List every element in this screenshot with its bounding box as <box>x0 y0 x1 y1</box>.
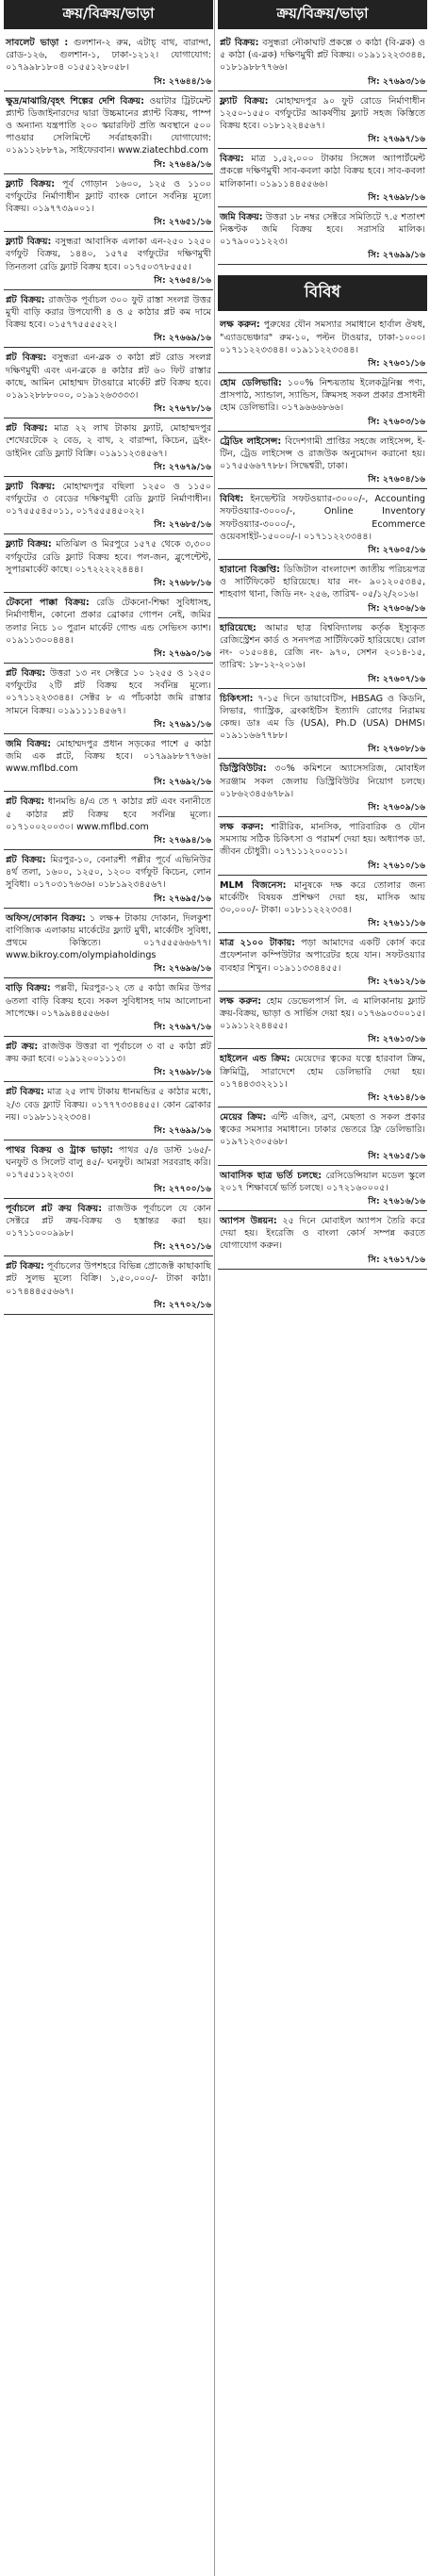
ad-text: পাথর ৫/৪ ডাস্ট ১৬৫/- ঘনফুট ও সিলেট বালু ৪৫/- ঘনফুট। আমরা সরবরাহ করি। ০১৭৫৫১১২২৩৩। <box>6 1144 211 1181</box>
ad-reference-code: সি: ২৭৬৫৪/১৬ <box>154 274 211 286</box>
classified-ad <box>4 851 213 909</box>
ad-reference-code: সি: ২৭৬০৯/১৬ <box>368 801 425 812</box>
classified-ad <box>4 349 213 418</box>
ad-reference-code: সি: ২৭৬৭৮/১৬ <box>154 403 211 415</box>
ad-separator <box>218 431 427 432</box>
ad-separator <box>4 533 213 534</box>
ad-separator <box>4 1036 213 1037</box>
right-ads-list <box>218 34 427 265</box>
ad-body <box>4 175 213 216</box>
ad-body <box>4 1083 213 1124</box>
ad-reference-code: সি: ২৭৬৯২/১৬ <box>154 777 211 788</box>
ad-heading: পূর্বাচলে প্লট ক্রয় বিক্রয়: <box>6 1203 103 1214</box>
ad-text: ১ লক্ষ+ টাকায় দোকান, দিলকুশা বাণিজ্যিক এলাকায় মার্কেটের ফ্ল্যাট মুখী, মার্কেটিং সুবিধা, প্রথমে কিস্তিতে। ০১৭৫৫৫৬৬৬৭৭। www.bikroy.com/olympiaholdings <box>6 912 211 961</box>
classified-ad <box>4 735 213 793</box>
ad-reference-code: সি: ২৭৬৯৮/১৬ <box>154 1067 211 1078</box>
ad-reference-code: সি: ২৭৬০৮/১৬ <box>368 744 425 755</box>
ad-heading: ট্রেডিং লাইসেন্স: <box>220 435 282 447</box>
ad-separator <box>4 231 213 232</box>
ad-heading: প্লট বিক্রয়: <box>220 38 259 48</box>
ad-reference-code: সি: ২৭৬৯৮/১৬ <box>368 191 425 203</box>
ad-body <box>4 979 213 1020</box>
ad-body <box>218 490 427 543</box>
ad-body <box>218 316 427 356</box>
ad-reference-code: সি: ২৭৬৯৭/১৬ <box>154 1021 211 1032</box>
classified-ad <box>4 175 213 233</box>
ad-heading: প্লট বিক্রয়: <box>6 294 45 305</box>
ad-separator <box>218 372 427 373</box>
ad-heading: লক্ষ করুন: <box>220 995 262 1007</box>
classified-ad <box>218 1050 427 1108</box>
ad-body <box>218 1212 427 1253</box>
ad-text: ৩০% কমিশনে অ্যাসেসরিজ, মোবাইল সরঞ্জাম সকল জেলায় ডিস্ট্রিবিউটর নিয়োগ চলছে। ০১৮৬২৩৪৫৬৭৮৯। <box>220 763 425 799</box>
ad-reference-code: সি: ২৭৬১৭/১৬ <box>368 1254 425 1265</box>
ad-text: মোহাম্মদপুর ৯০ ফুট রোডে নির্মাণাধীন ১২৫০-১৫৫০ বর্গফুটের আকর্ষণীয় ফ্ল্যাট সহজ কিস্তিতে বিক্রয় হবে। ০১৮১২২৪৫৬৭। <box>220 95 425 132</box>
classified-ad <box>4 594 213 664</box>
classified-ad <box>218 374 427 432</box>
ad-reference-code: সি: ২৭৬৪৪/১৬ <box>154 75 211 87</box>
ad-reference-code: সি: ২৭৬৫১/১৬ <box>154 217 211 228</box>
misc-ads-list <box>218 316 427 1269</box>
ad-text: আমার ছাত্র বিশ্ববিদ্যালয় কর্তৃক ইস্যুকৃত রেজিস্ট্রেশন কার্ড ও সনদপত্র সার্টিফিকেট হারিয়েছে। রোল নং- ০১৫০৪৪, রেজি নং- ৯৭০, সেশন ২০১৪-১৫, তারিখ: ১৮-১২-২০১৬। <box>220 622 425 671</box>
misc-section-header: বিবিধ <box>218 275 427 311</box>
ad-text: ১০০% নিশ্চয়তায় ইলেকট্রনিক্স পণ্য, প্রাসপাঠ, স্যান্ডাল, স্যান্ডিস, ক্রিমসহ সকল প্রকার প্রসাধনী হোম ডেলিভারি। ০১৭৯৬৬৬৮৬৬। <box>220 378 425 414</box>
ad-body <box>218 818 427 859</box>
ad-body <box>4 349 213 402</box>
ad-text: গুলশান-২ রুম, এটাচ্ বাথ, বারান্দা, রোড-১২৬, গুলশান-১, ঢাকা-১২১২। যোগাযোগ: ০১৭৯৯৮১৮০৪ ০১৫৫১২৮০৫৮। <box>6 38 211 74</box>
ad-body <box>218 208 427 249</box>
ad-text: মানুষকে দক্ষ করে তোলার জন্য মার্কেটিং বিষয়ক প্রশিক্ষণ দেয়া হয়, মাসিক আয় ৩০,০০০/- টাকা। ০১৮১১২২২৩৩৪। <box>220 879 425 915</box>
ad-separator <box>4 592 213 593</box>
classified-ad <box>218 561 427 618</box>
ad-reference-code: সি: ২৭৬০৬/১৬ <box>368 602 425 614</box>
ad-heading: অ্যাপস উন্নয়ন: <box>220 1215 277 1226</box>
ad-text: রেসিডেন্সিয়াল মডেল স্কুলে ২০১৭ শিক্ষাবর্ষে ভর্তি চলছে। ০১৭২১৬০০০৫। <box>220 1170 425 1193</box>
ad-separator <box>218 264 427 265</box>
ad-text: ৭-১৫ দিনে ডায়াবেটিস, HBSAG ও কিডনি, লিভার, গ্যাস্ট্রিক, ব্রংকাইটিস ইত্যাদি রোগের নিরাময় কেন্দ্র। ডাঃ এম ডি (USA), Ph.D (USA) DHMS। ০১৯১১৬৬৭৭৮৮। <box>220 693 425 742</box>
classified-ad <box>218 934 427 992</box>
ad-body <box>218 993 427 1033</box>
ad-heading: ডিস্ট্রিবিউটর: <box>220 763 267 775</box>
ad-text: এন্টি এজিং, ব্রণ, মেছতা ও সকল প্রকার ত্বকের সমস্যার সমাধানে। ঢাকার ভেতরে ফ্রি ডেলিভারি। ০১৯৭১২৩০৫৬৮। <box>220 1111 425 1148</box>
ad-heading: ফ্ল্যাট বিক্রয়: <box>6 481 56 492</box>
ad-separator <box>218 758 427 759</box>
ad-heading: সাবলেট ভাড়া : <box>6 38 69 48</box>
right-column <box>218 0 427 1271</box>
ad-heading: প্লট বিক্রয়: <box>6 423 48 435</box>
ad-text: মেয়েদের ত্বকের যত্নে হারবাল ক্রিম, ক্রিমিট্রি, সারাদেশে হোম ডেলিভারি দেয়া হয়। ০১৭৪৪৩৩২২১১। <box>220 1054 425 1090</box>
ad-heading: ফ্ল্যাট বিক্রয়: <box>6 237 52 248</box>
ad-heading: মাত্র ২১০০ টাকায়: <box>220 938 295 949</box>
ad-reference-code: সি: ২৭৬০১/১৬ <box>368 358 425 369</box>
ad-separator <box>4 977 213 978</box>
ad-body <box>4 910 213 962</box>
ad-separator <box>4 908 213 909</box>
ad-separator <box>218 617 427 618</box>
ad-text: বসুন্ধরা নৌকাঘাট প্রকল্পে ৩ কাঠা (বি-ব্লক) ও ৫ কাঠা (এ-ব্লক) দক্ষিণমুখী প্লট বিক্রয়। ০১৯১১২২৩৩৪৪, ০১৮১৯৮৮৭৭৬৬। <box>220 38 425 74</box>
ad-heading: ফ্ল্যাট বিক্রয়: <box>220 95 269 107</box>
ad-reference-code: সি: ২৭৬৯৫/১৬ <box>154 893 211 904</box>
ad-text: শারীরিক, মানসিক, পারিবারিক ও যৌন সমস্যায় সঠিক চিকিৎসা ও পরামর্শ দেয়া হয়। অধ্যাপক ডা. জীবন চৌধুরী। ০১৭১১১২০০০১১। <box>220 821 426 858</box>
ad-reference-code: সি: ২৭৬০৭/১৬ <box>368 673 425 684</box>
ad-text: পুরুষের যৌন সমস্যার সমাধানে হার্বাল ঔষধ, "এ্যাডভেঞ্চার" রুম-১০, পল্টন টাওয়ার, ঢাকা-১০০০। ০১৭১১২২৩৩৪৪। ০১৯১১২২৩৩৪৪। <box>220 320 425 355</box>
ad-heading: ক্ষুদ্র/মাঝারি/বৃহৎ শিল্পের দেশি বিক্রয়: <box>6 95 145 107</box>
ad-heading: প্লট বিক্রয়: <box>6 667 46 679</box>
ad-text: মতিঝিল ও মিরপুরে ১৫৭৫ থেকে ৩,৩০০ বর্গফুটের রেডি ফ্ল্যাট বিক্রয় হবে। পল-জন, ব্লুপেন্টেন্ট, সুপারমার্কেট কাছে। ০১৭২২২২২৪৪৪। <box>6 539 211 575</box>
ad-separator <box>4 791 213 792</box>
ad-heading: পাথর বিক্রয় ও ট্রাক ভাড়া: <box>6 1144 114 1156</box>
ad-heading: প্লট বিক্রয়: <box>6 854 46 865</box>
ad-heading: হারিয়েছে: <box>220 622 256 633</box>
ad-heading: প্লট বিক্রয়: <box>6 1087 44 1098</box>
ad-body <box>4 793 213 833</box>
ad-text: মাত্র ২২ লাখ টাকায় ফ্ল্যাট, মোহাম্মদপুর শেখেরটেকে ২ বেড, ২ বাথ, ২ বারান্দা, কিচেন, ড্রইং-ডাইনিং রেডি ফ্ল্যাট বিক্রি। ০১৯১১২৩৪৫৬৭। <box>6 423 212 459</box>
ad-body <box>218 374 427 415</box>
classified-ad <box>218 619 427 689</box>
left-section-header: ক্রয়/বিক্রয়/ভাড়া <box>4 0 213 29</box>
classified-ad <box>4 1141 213 1199</box>
ad-reference-code: সি: ২৭৬৭৯/১৬ <box>154 461 211 472</box>
ad-reference-code: সি: ২৭৬১২/১৬ <box>368 976 425 987</box>
ad-heading: লক্ষ করুন: <box>220 320 260 331</box>
ad-body <box>4 92 213 157</box>
ad-reference-code: সি: ২৭৬১৩/১৬ <box>368 1034 425 1045</box>
ad-separator <box>218 559 427 560</box>
ad-heading: চিকিৎসা: <box>220 693 254 704</box>
ad-reference-code: সি: ২৭৬৯৪/১৬ <box>154 834 211 845</box>
ad-heading: বাড়ি বিক্রয়: <box>6 983 51 994</box>
ad-heading: হোম ডেলিভারি: <box>220 378 282 389</box>
ad-body <box>218 1167 427 1194</box>
classified-ad <box>4 1083 213 1140</box>
ad-heading: অফিস/দোকান বিক্রয়: <box>6 912 86 924</box>
ad-body <box>4 478 213 518</box>
ad-text: মাত্র ১,৫২,০০০ টাকায় সিঙ্গেল অ্যাপার্টমেন্ট প্রকল্পে দক্ষিণমুখী সাব-কবলা কাঠা বিক্রয় হবে। সাব-কবলা মালিকানা। ০১৯১১৪৪৫৫৬৬। <box>220 154 425 189</box>
ad-separator <box>218 688 427 689</box>
ad-heading: প্লট বিক্রয়: <box>6 1261 44 1272</box>
classified-ad <box>4 1257 213 1315</box>
ad-text: ওয়াটার ট্রিটমেন্ট প্ল্যান্ট ডিজাইনারদের দ্বারা উচ্চমানের প্ল্যান্ট বিক্রয়, পাম্প ও অন্যান্য যন্ত্রপাতি ২০০ স্কয়ারফিট প্রতি অবস্থানে ৫০০ পাওয়ার সেলিমিন্টে সর্বরাহকারী। যোগাযোগ: ০১৯১১২৮৮৭৯, সাইফেরবান। www.ziatechbd.com <box>6 95 211 156</box>
classified-ad <box>218 690 427 760</box>
classified-ad <box>218 818 427 876</box>
classified-ad <box>4 910 213 979</box>
ad-text: উত্তরা ১৩ নং সেক্টরে ১০ ১২৫৫ ও ১২৫০ বর্গফুটের ২টি প্লট বিক্রয় হবে সর্বনিম্ন মূল্যে। ০১৭১১২২৩৩৪৪। সেক্টর ৮ এ পাঁচকাঠা জমি রাস্তার সামনে বিক্রয়। ০১৯১১১১৪৫৬৭। <box>6 667 211 716</box>
ad-text: ২৫ দিনে মোবাইল অ্যাপস তৈরি করে দেয়া হয়। ইংরেজি ও বাংলা কোর্স সম্পন্ন করতে যোগাযোগ করুন। <box>220 1215 425 1252</box>
ad-body <box>4 233 213 273</box>
ad-separator <box>4 90 213 91</box>
ad-heading: জমি বিক্রয়: <box>220 211 263 222</box>
classified-ad <box>218 760 427 817</box>
ad-reference-code: সি: ২৭৬১৬/১৬ <box>368 1195 425 1206</box>
ad-text: মিরপুর-১০, বেনারশী পল্লীর পূর্বে এভিনিউর ৪র্থ তলা, ১৬০০, ১২৫০, ১২০০ বর্গফুট কিচেন, লোন সুবিধা। ০১৭০৩১৭৬৩৬। ০১৮১৯২৩৪৫৬৭। <box>6 854 211 891</box>
classified-ad <box>218 208 427 266</box>
ad-body <box>4 851 213 892</box>
ad-heading: মেয়ের ক্রিম: <box>220 1111 267 1123</box>
ad-body <box>4 1141 213 1182</box>
ad-reference-code: সি: ২৭৬৮৮/১৬ <box>154 578 211 589</box>
ad-body <box>4 1200 213 1240</box>
classified-ad <box>218 490 427 560</box>
ad-separator <box>4 173 213 174</box>
ad-reference-code: সি: ২৭৬৬৯/১৬ <box>154 333 211 344</box>
ad-separator <box>4 347 213 348</box>
ad-heading: আবাসিক ছাত্র ভর্তি চলছে: <box>220 1170 322 1181</box>
classified-ad <box>4 1200 213 1257</box>
classified-ad <box>218 92 427 150</box>
ad-text: মাত্র ২৫ লাখ টাকায় ধানমন্ডির ৫ কাঠার মধ্যে, ২/৩ বেড ফ্ল্যাট বিক্রয়। ০১৭৭৭৩৩৪৪৫৫। কোন ব্রোকার নয়। ০১৯৮১১২২৩৩৪। <box>6 1087 212 1123</box>
classified-ad <box>4 793 213 850</box>
ad-separator <box>218 875 427 876</box>
ad-heading: ফ্ল্যাট বিক্রয়: <box>6 539 52 550</box>
classified-ad <box>218 34 427 91</box>
ad-reference-code: সি: ২৭৬০৫/১৬ <box>368 545 425 556</box>
ad-text: ইনভেন্টরি সফটওয়্যার-৩০০০/-, Accounting সফটওয়্যার-৩০০০/-, Online Inventory সফটওয়্যার-৩০০০/-, Ecommerce ওয়েবসাইট-১৫০০০/-। ০১৭১১২২৩৩৪৪। <box>220 494 425 542</box>
classified-ad <box>218 1212 427 1270</box>
ad-body <box>218 433 427 473</box>
classified-ad <box>218 877 427 934</box>
ad-reference-code: সি: ২৭৭০১/১৬ <box>154 1241 211 1253</box>
ad-heading: টেকনো পাক্কা বিক্রয়: <box>6 598 90 609</box>
ad-body <box>218 1108 427 1149</box>
classified-ad <box>218 316 427 373</box>
classified-ad <box>4 979 213 1037</box>
ad-text: হোম ডেভেলপার্স লি. এ মালিকানায় ফ্ল্যাট ক্রয়-বিক্রয়, ভাড়া ও সার্ভিস দেয়া হয়। ০১৭৬৯০৩০০১৫। ০১৯১১২২৪৪৫৫। <box>220 995 425 1032</box>
ad-text: মোহাম্মদপুর বছিলা ১২৫০ ও ১১৫০ বর্গফুটের ৩ বেডের দক্ষিণমুখী রেডি ফ্ল্যাট নির্মাণাধীন। ০১৭৫৫৫৪৫০১১, ০১৭৫৫৫৪৫০২২। <box>6 481 211 517</box>
ad-body <box>218 34 427 74</box>
ad-text: বসুন্ধরা এন-ব্লক ৩ কাঠা প্লট রোড সংলগ্ন দক্ষিণমুখী এবং এন-ব্লকে ৪ কাঠার প্লট ৬০ ফিট রাস্তার কাছে, আমিন মোহাম্মদ টাওয়ারে মার্কেট প্লট বিক্রয় হবে। ০১৯১২৮৮৮০০০, ০১৯১২৬৩৩৩৩। <box>6 353 211 402</box>
ad-text: পূর্বাচলের উপশহরে বিভিন্ন প্রোজেক্ট কাছাকাছি প্লট সুলভ মূল্যে বিক্রি। ১,৫০,০০০/- টাকা কাঠা। ০১৭৪৪৪৫৫৬৬৭। <box>6 1261 211 1297</box>
ad-text: রাজউক পূর্বাচলে যে কোন সেক্টরে প্লট ক্রয়-বিক্রয় ও হস্তান্তর করা হয়। ০১৭১১০০০৯৯৮। <box>6 1203 211 1239</box>
ad-separator <box>218 90 427 91</box>
ad-text: রেডি টেকনো-শিক্ষা সুবিধাসহ, নির্মাণাধীন, কোনো প্রকার ব্রোকার গোপন নেই, জমির তলার নিচে ১০ পুরান মার্কেট গোল্ড এন্ড সেভিংস ক্যাশ। ০১৯১১৩০০৪৪৪। <box>6 598 211 646</box>
column-divider <box>214 0 215 2576</box>
ad-text: পূর্ব গোড়ান ১৬০০, ১২৫ ও ১১০০ বর্গফুটের নির্মাণাধীন ফ্ল্যাট ব্যাংক লোনে সর্বনিম্ন মূল্যে বিক্রয়। ০১৯৭৭৩৯০০১। <box>6 178 211 215</box>
left-ads-list <box>4 34 213 1315</box>
left-column <box>4 0 213 1316</box>
ad-text: মোহাম্মদপুর প্রধান সড়কের পাশে ৫ কাঠা জমি এক প্লটে, বিক্রয় হবে। ০১৭৯৯৮৮৭৭৬৬। www.mflbd.com <box>6 738 211 775</box>
ad-body <box>218 561 427 601</box>
classified-ad <box>4 233 213 290</box>
ad-separator <box>218 1165 427 1166</box>
ad-reference-code: সি: ২৭৬৯৯/১৬ <box>368 250 425 261</box>
ad-reference-code: সি: ২৭৬৯১/১৬ <box>154 718 211 730</box>
ad-separator <box>218 1210 427 1211</box>
classified-ad <box>4 291 213 349</box>
ad-separator <box>218 816 427 817</box>
ad-heading: বিক্রয়: <box>220 154 244 165</box>
right-section-header: ক্রয়/বিক্রয়/ভাড়া <box>218 0 427 29</box>
ad-body <box>4 34 213 74</box>
classified-ad <box>218 150 427 207</box>
classified-ad <box>4 1038 213 1082</box>
ad-body <box>4 535 213 576</box>
classified-ad <box>4 478 213 535</box>
ad-body <box>218 150 427 190</box>
ad-separator <box>218 991 427 992</box>
ad-separator <box>4 476 213 477</box>
ad-reference-code: সি: ২৭৬১৫/১৬ <box>368 1150 425 1161</box>
ad-separator <box>4 849 213 850</box>
ad-reference-code: সি: ২৭৬৮৫/১৬ <box>154 519 211 531</box>
ad-separator <box>4 1081 213 1082</box>
classified-ad <box>218 1167 427 1211</box>
classified-ad <box>4 535 213 593</box>
ad-separator <box>4 289 213 290</box>
ad-reference-code: সি: ২৭৭০২/১৬ <box>154 1299 211 1310</box>
ad-reference-code: সি: ২৭৬১০/১৬ <box>368 860 425 871</box>
ad-body <box>218 690 427 743</box>
ad-separator <box>4 663 213 664</box>
ad-body <box>4 291 213 332</box>
classified-ad <box>218 433 427 490</box>
ad-heading: প্লট বিক্রয়: <box>6 796 45 808</box>
ad-body <box>4 1038 213 1065</box>
ad-separator <box>218 488 427 489</box>
ad-body <box>4 594 213 647</box>
ad-separator <box>4 733 213 734</box>
ad-separator <box>218 206 427 207</box>
ad-body <box>4 665 213 717</box>
ad-text: উত্তরা ১৮ নম্বর সেক্টরে সমিতিটে ৭.৫ শতাংশ নিষ্কণ্টক জমি বিক্রয় হবে। সরাসরি মালিক। ০১৭৯০০১১২২৩। <box>220 211 426 248</box>
ad-heading: লক্ষ করুন: <box>220 821 264 832</box>
ad-reference-code: সি: ২৭৬৯৩/১৬ <box>368 75 425 87</box>
ad-text: বিদেশগামী প্রাপ্তির সহজে লাইসেন্স, ই-টিন, ট্রেড লাইসেন্স ও রাজউক অনুমোদন করানো হয়। ০১৭৫৫৬৬৭৭৮৮। সিদ্ধেশ্বরী, ঢাকা। <box>220 435 425 472</box>
ad-heading: MLM বিজনেস: <box>220 879 287 891</box>
ad-text: রাজউক উত্তরা বা পূর্বাচলে ৩ বা ৫ কাঠা প্লট ক্রয় করা হবে। ০১৯১২০০১১১৩। <box>6 1041 211 1065</box>
ad-separator <box>218 148 427 149</box>
ad-text: ধানমন্ডি ৪/এ তে ৭ কাঠার প্লট এবং বনানীতে ৫ কাঠার প্লট বিক্রয় হবে সর্বনিম্ন মূল্যে। ০১৭১০০২০০৩০। www.mflbd.com <box>6 796 211 832</box>
ad-heading: বিবিধ: <box>220 494 244 505</box>
classified-ad <box>4 419 213 477</box>
ad-separator <box>218 1269 427 1270</box>
ad-body <box>218 92 427 133</box>
ad-reference-code: সি: ২৭৬১১/১৬ <box>368 918 425 929</box>
ad-separator <box>4 1255 213 1256</box>
ad-reference-code: সি: ২৭৭০০/১৬ <box>154 1183 211 1194</box>
ad-body <box>218 1050 427 1091</box>
ad-heading: ফ্ল্যাট বিক্রয়: <box>6 178 56 189</box>
ad-reference-code: সি: ২৭৬০৪/১৬ <box>368 474 425 485</box>
ad-heading: হাইলেন এন্ড ক্রিম: <box>220 1054 290 1065</box>
ad-separator <box>4 1314 213 1315</box>
ad-reference-code: সি: ২৭৬৯৯/১৬ <box>154 1124 211 1136</box>
ad-heading: প্লট বিক্রয়: <box>6 353 47 364</box>
classified-ad <box>4 92 213 174</box>
ad-text: রাজউক পূর্বাচল ৩০০ ফুট রাস্তা সংলগ্ন উত্তর মুখী বাড়ি করার উপযোগী ৪ ও ৫ কাঠার প্লট কম দামে বিক্রয় হবে। ০১৫৭৭৫৫৫৫২২। <box>6 294 211 331</box>
ad-heading: প্লট ক্রয়: <box>6 1041 39 1052</box>
ad-body <box>4 419 213 460</box>
ad-reference-code: সি: ২৭৬৯৭/১৬ <box>368 134 425 145</box>
classified-ad <box>4 665 213 734</box>
ad-reference-code: সি: ২৭৬৪৯/১৬ <box>154 158 211 170</box>
ad-separator <box>218 1048 427 1049</box>
ad-body <box>218 934 427 975</box>
ad-reference-code: সি: ২৭৬৯৬/১৬ <box>154 963 211 975</box>
ad-separator <box>218 1107 427 1108</box>
ad-body <box>218 760 427 800</box>
ad-text: বসুন্ধরা আবাসিক এলাকা এন-২৫০ ১২৫০ বর্গফুট বিক্রয়, ১৪৪০, ১৫৭৫ বর্গফুটের দক্ষিণমুখী তিনতলা রেডি ফ্ল্যাট বিক্রয় হবে। ০১৭৫০৩৭৮৫৫৫। <box>6 237 211 272</box>
classified-ad <box>4 34 213 91</box>
ad-separator <box>4 1198 213 1199</box>
classified-ad <box>218 1108 427 1166</box>
ad-separator <box>218 932 427 933</box>
ad-reference-code: সি: ২৭৬০৩/১৬ <box>368 416 425 427</box>
ad-heading: জমি বিক্রয়: <box>6 738 52 749</box>
ad-body <box>218 877 427 917</box>
ad-body <box>4 1257 213 1298</box>
ad-reference-code: সি: ২৭৬১৪/১৬ <box>368 1091 425 1103</box>
ad-heading: হারানো বিজ্ঞপ্তি: <box>220 565 281 576</box>
ad-text: ডিজিটাল বাংলাদেশ জাতীয় পরিচয়পত্র ও সার্টিফিকেট হারিয়েছে। যার নং- ৯০১২০৫৩৪৫, শাহবাগ থানা, জিডি নং- ২৫৬, তারিখ- ০৫/১২/২০১৬। <box>220 565 425 600</box>
ad-text: পড়া আমাদের একটি কোর্স করে প্রফেশনাল কম্পিউটার অপারেটর হয়ে যান। সফটওয়্যার ব্যবহার শিখুন। ০১৯১১৩৩৪৪৫৫। <box>220 938 425 974</box>
ad-reference-code: সি: ২৭৬৯০/১৬ <box>154 648 211 659</box>
ad-body <box>4 735 213 776</box>
ad-body <box>218 619 427 672</box>
ad-text: পল্লবী, মিরপুর-১২ তে ৫ কাঠা জমির উপর ৬তলা বাড়ি বিক্রয় হবে। সকল সুবিধাসহ দাম আলোচনা সাপেক্ষে। ০১৭৯৯৪৪৫৫৬৬। <box>6 983 211 1019</box>
classified-ad <box>218 993 427 1050</box>
